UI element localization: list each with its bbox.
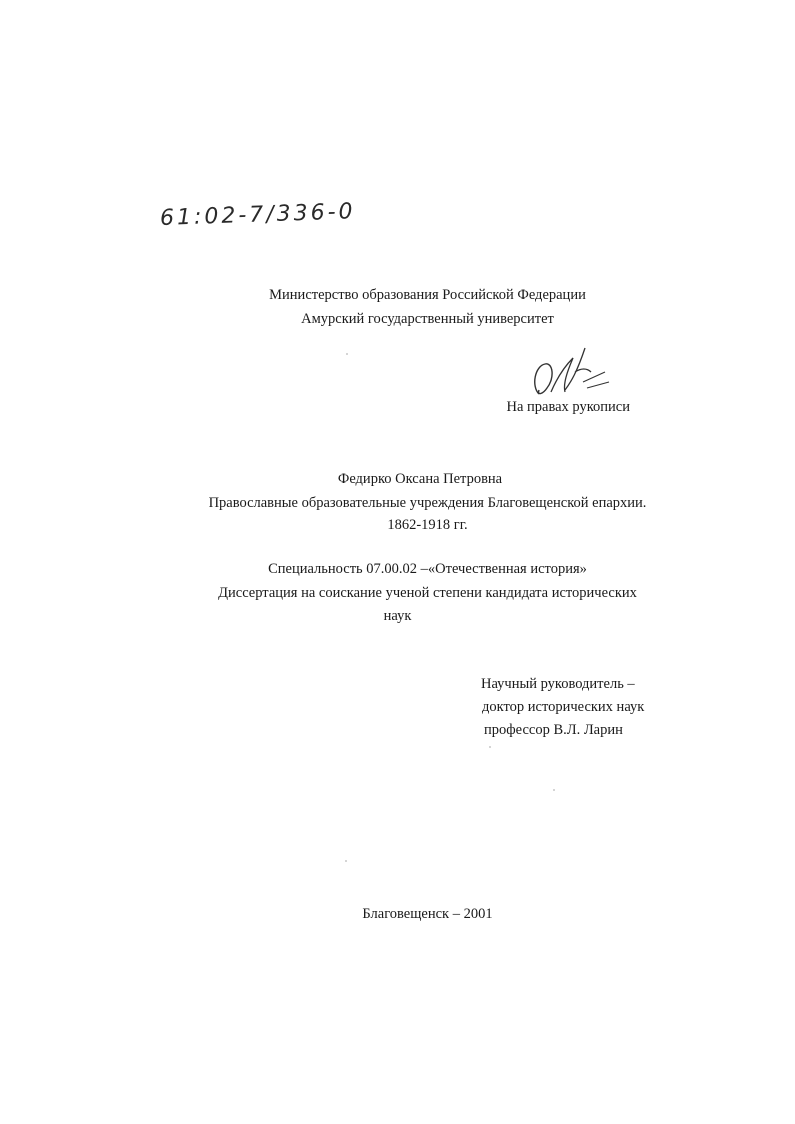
scan-speck [553,789,555,791]
scan-speck [346,353,348,355]
supervisor-name: профессор В.Л. Ларин [484,722,623,738]
rights-note: На правах рукописи [506,399,630,415]
specialty: Специальность 07.00.02 –«Отечественная история» [268,561,587,577]
dissertation-title-line1: Православные образовательные учреждения Благовещенской епархии. [208,495,647,511]
author-name: Федирко Оксана Петровна [337,471,503,487]
city-year: Благовещенск – 2001 [362,906,493,922]
university-name: Амурский государственный университет [301,311,554,327]
degree-statement-line1: Диссертация на соискание ученой степени кандидата исторических [218,585,637,601]
ministry-name: Министерство образования Российской Федерации [269,287,586,303]
dissertation-title-line2: 1862-1918 гг. [387,517,468,533]
scan-speck [489,746,491,748]
supervisor-degree: доктор исторических наук [482,699,645,715]
archive-code-handwritten: 61:02-7/336-0 [159,199,357,231]
scan-speck [345,860,347,862]
degree-statement-line2: наук [383,608,412,624]
supervisor-role: Научный руководитель – [481,676,635,692]
